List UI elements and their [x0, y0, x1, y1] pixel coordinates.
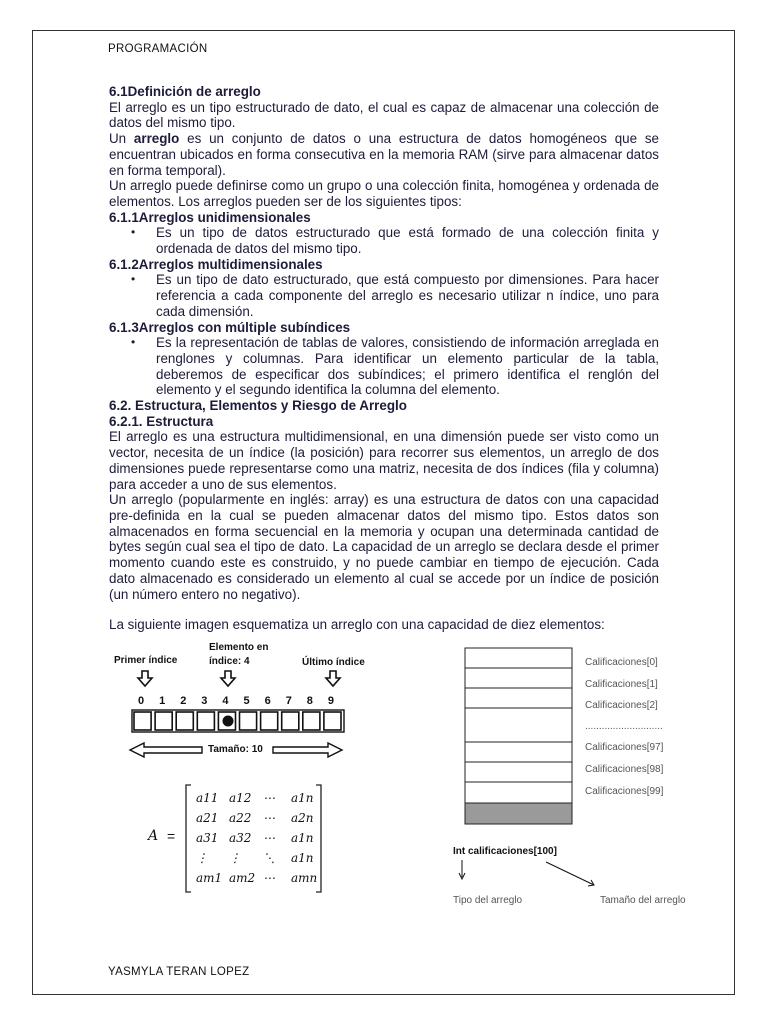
array-index: 6 [264, 695, 271, 707]
matrix-cell: a22 [229, 811, 252, 825]
matrix-cell: a1n [291, 791, 314, 805]
matrix-cell: a31 [196, 831, 219, 845]
array-index: 0 [138, 695, 145, 707]
bullet-list [109, 225, 659, 256]
matrix-cell: a12 [229, 791, 252, 805]
matrix-cell: a32 [229, 831, 252, 845]
matrix-cell: ⋱ [263, 851, 275, 865]
matrix-cell: am2 [229, 871, 256, 885]
section-6-2-title: 6.2. Estructura, Elementos y Riesgo de Arreglo [109, 398, 407, 414]
page-header: PROGRAMACIÓN [108, 43, 208, 55]
matrix-cell: ⋯ [263, 791, 275, 805]
section-6-1-title: 6.1Definición de arreglo [109, 84, 261, 99]
element-label-line2: índice: 4 [209, 656, 250, 667]
size-label-2: Tamaño del arreglo [600, 895, 686, 906]
array-index: 7 [285, 695, 292, 707]
stack-label: Calificaciones[1] [585, 679, 658, 690]
type-label: Tipo del arreglo [453, 895, 523, 906]
array-index: 4 [222, 695, 229, 707]
paragraph: Un arreglo es un conjunto de datos o una estructura de datos homogéneos que se encuentran ubicados en forma consecutiva en la memoria RAM (sirve para almacenar datos en forma temporal). [109, 131, 659, 178]
matrix-cell: ⋯ [263, 811, 275, 825]
section-6-1-2-title: 6.1.2Arreglos multidimensionales [109, 256, 323, 272]
matrix-cell: a2n [291, 811, 314, 825]
list-item: • Es un tipo de datos estructurado que está formado de una colección finita y ordenada de datos del mismo tipo. [109, 225, 659, 256]
stack-label: Calificaciones[2] [585, 700, 658, 711]
declaration-text: Int calificaciones[100] [453, 846, 557, 857]
section-6-2-1-title: 6.2.1. Estructura [109, 413, 214, 429]
bullet-list [109, 272, 659, 319]
array-index: 8 [306, 695, 313, 707]
array-index: 3 [201, 695, 208, 707]
matrix-cell: a21 [196, 811, 219, 825]
matrix-cell: ⋯ [263, 871, 275, 885]
list-item: • Es la representación de tablas de valores, consistiendo de información arreglada en renglones y columnas. Para identificar un elemento particular de la tabla, deberemos de especificar dos subíndices; el primero identifica el renglón del elemento y el segundo identifica la columna del elemento. [109, 335, 659, 398]
array-index: 9 [327, 695, 335, 707]
matrix-cell: a1n [291, 831, 314, 845]
stack-label: Calificaciones[98] [585, 764, 664, 775]
last-index-label: Último índice [302, 657, 365, 668]
bullet-list [109, 335, 659, 398]
matrix-cell: ⋯ [263, 831, 275, 845]
paragraph: Un arreglo puede definirse como un grupo o una colección finita, homogénea y ordenada de elementos. Los arreglos pueden ser de los siguientes tipos: [109, 178, 659, 209]
stack-label: Calificaciones[99] [585, 786, 664, 797]
matrix-equals: = [167, 828, 176, 844]
section-6-1-1-title: 6.1.1Arreglos unidimensionales [109, 209, 311, 225]
first-index-label: Primer índice [114, 655, 178, 666]
matrix-cell: am1 [196, 871, 223, 885]
matrix-name: A [148, 828, 159, 844]
page-footer: YASMYLA TERAN LOPEZ [108, 966, 250, 978]
paragraph: El arreglo es un tipo estructurado de dato, el cual es capaz de almacenar una colección de datos del mismo tipo. [109, 99, 659, 131]
paragraph: El arreglo es una estructura multidimensional, en una dimensión puede ser visto como un vector, necesita de un índice (la posición) para recorrer sus elementos, un arreglo de dos dimensiones puede representarse como una matriz, necesita de dos índices (fila y columna) para acceder a uno de sus elementos. [109, 429, 659, 492]
element-label-line1: Elemento en [209, 642, 269, 653]
matrix-cell: amn [291, 871, 318, 885]
stack-label: Calificaciones[97] [585, 742, 664, 753]
array-index: 2 [180, 695, 187, 707]
matrix-cell: ⋮ [196, 851, 208, 865]
document-body [109, 84, 659, 633]
matrix-cell: a11 [196, 791, 219, 805]
matrix-cell: a1n [291, 851, 314, 865]
list-item: • Es un tipo de dato estructurado, que está compuesto por dimensiones. Para hacer referencia a cada componente del arreglo es necesario utilizar n índice, uno para cada dimensión. [109, 272, 659, 319]
matrix-cell: ⋮ [229, 851, 241, 865]
paragraph: La siguiente imagen esquematiza un arreglo con una capacidad de diez elementos: [109, 617, 605, 633]
stack-label: Calificaciones[0] [585, 657, 658, 668]
array-index: 5 [243, 695, 250, 707]
stack-label: ............................ [585, 721, 663, 732]
bold-term: arreglo [133, 131, 180, 147]
size-label: Tamaño: 10 [208, 744, 263, 755]
section-6-1-3-title: 6.1.3Arreglos con múltiple subíndices [109, 319, 351, 335]
paragraph: Un arreglo (popularmente en inglés: array) es una estructura de datos con una capacidad pre-definida en la cual se pueden almacenar datos del mismo tipo. Estos datos son almacenados en forma secuencial en la memoria y ocupan una determinada cantidad de bytes según cual sea el tipo de dato. La capacidad de un arreglo se declara desde el primer momento cuando este es construido, y no puede cambiar en tiempo de ejecución. Cada dato almacenado es considerado un elemento al cual se accede por un índice de posición (un número entero no negativo). [109, 492, 659, 602]
array-index: 1 [159, 695, 166, 707]
